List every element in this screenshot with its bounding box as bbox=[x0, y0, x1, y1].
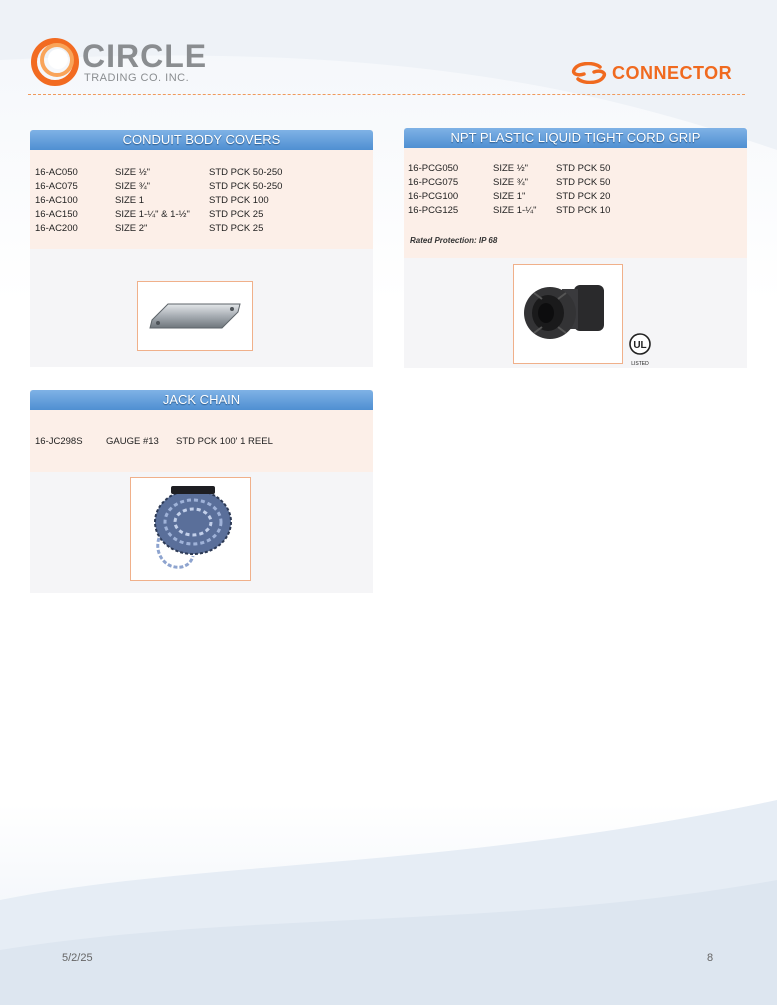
size: SIZE ½" bbox=[493, 163, 529, 174]
part-number: 16-AC050 bbox=[35, 167, 78, 178]
card-title: CONDUIT BODY COVERS bbox=[30, 130, 373, 150]
brand-subtitle: TRADING CO. INC. bbox=[84, 72, 190, 84]
gauge: GAUGE #13 bbox=[106, 436, 159, 447]
std-pack: STD PCK 50 bbox=[556, 163, 611, 174]
std-pack: STD PCK 25 bbox=[209, 209, 264, 220]
card-title: NPT PLASTIC LIQUID TIGHT CORD GRIP bbox=[404, 128, 747, 148]
size: SIZE 2" bbox=[115, 223, 148, 234]
size: SIZE ½" bbox=[115, 167, 151, 178]
size: SIZE ¾" bbox=[493, 177, 529, 188]
jack-chain-card bbox=[30, 390, 373, 593]
part-number: 16-PCG125 bbox=[408, 205, 459, 216]
size: SIZE 1-¼" & 1-½" bbox=[115, 209, 190, 220]
part-number: 16-PCG050 bbox=[408, 163, 459, 174]
size: SIZE ¾" bbox=[115, 181, 151, 192]
connector-logo bbox=[570, 60, 750, 88]
std-pack: STD PCK 50 bbox=[556, 177, 611, 188]
part-number: 16-PCG075 bbox=[408, 177, 459, 188]
std-pack: STD PCK 20 bbox=[556, 191, 611, 202]
size: SIZE 1 bbox=[115, 195, 145, 206]
spec-table bbox=[30, 410, 373, 472]
rated-protection: Rated Protection: IP 68 bbox=[410, 236, 498, 245]
circle-trading-logo bbox=[30, 36, 230, 88]
size: SIZE 1" bbox=[493, 191, 526, 202]
jack-chain-image bbox=[130, 477, 251, 581]
part-number: 16-AC150 bbox=[35, 209, 78, 220]
part-number: 16-PCG100 bbox=[408, 191, 459, 202]
page-number: 8 bbox=[707, 952, 714, 964]
circle-logo-icon bbox=[30, 36, 80, 86]
part-number: 16-AC075 bbox=[35, 181, 78, 192]
conduit-cover-icon bbox=[138, 282, 252, 350]
part-number: 16-AC200 bbox=[35, 223, 78, 234]
std-pack: STD PCK 50-250 bbox=[209, 181, 283, 192]
spec-table bbox=[404, 148, 747, 258]
ul-logo-icon bbox=[628, 332, 652, 356]
chain-reel-icon bbox=[131, 478, 250, 580]
size: SIZE 1-¼" bbox=[493, 205, 537, 216]
cord-grip-image bbox=[513, 264, 623, 364]
ul-listed-text: LISTED bbox=[631, 361, 649, 367]
conduit-body-covers-card bbox=[30, 130, 373, 367]
card-title: JACK CHAIN bbox=[30, 390, 373, 410]
std-pack: STD PCK 10 bbox=[556, 205, 611, 216]
ul-listed-mark bbox=[628, 332, 652, 366]
std-pack: STD PCK 50-250 bbox=[209, 167, 283, 178]
cord-grip-icon bbox=[514, 265, 622, 363]
svg-text:UL: UL bbox=[633, 340, 647, 351]
part-number: 16-JC298S bbox=[35, 436, 83, 447]
conduit-cover-image bbox=[137, 281, 253, 351]
spec-table bbox=[30, 150, 373, 249]
npt-cord-grip-card bbox=[404, 128, 747, 368]
part-number: 16-AC100 bbox=[35, 195, 78, 206]
connector-brand-name: CONNECTOR bbox=[612, 63, 733, 83]
connector-logo-icon bbox=[570, 62, 608, 84]
std-pack: STD PCK 25 bbox=[209, 223, 264, 234]
brand-name: CIRCLE bbox=[82, 38, 208, 74]
std-pack: STD PCK 100 bbox=[209, 195, 269, 206]
header-divider bbox=[28, 94, 745, 95]
footer-date: 5/2/25 bbox=[62, 952, 93, 964]
std-pack: STD PCK 100' 1 REEL bbox=[176, 436, 273, 447]
